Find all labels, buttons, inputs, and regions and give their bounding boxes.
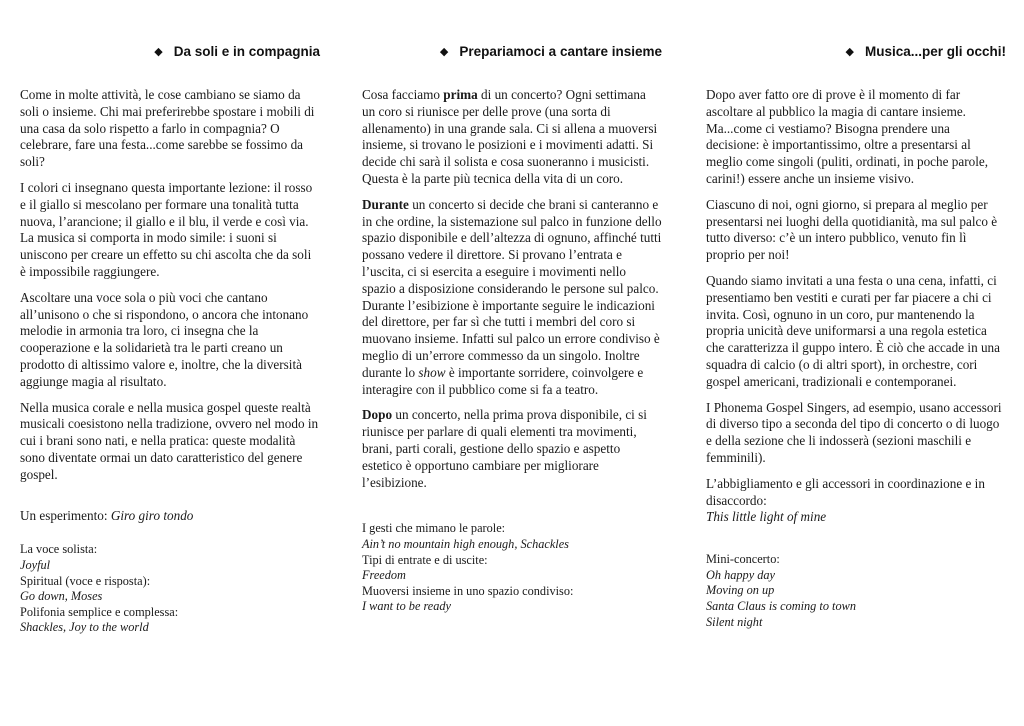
list-song: Ain’t no mountain high enough, Schackles	[362, 536, 569, 551]
column-prepariamoci	[362, 44, 662, 615]
text: Cosa facciamo	[362, 87, 444, 102]
diamond-bullet-icon: ◆	[154, 46, 163, 58]
paragraph	[362, 87, 662, 188]
emphasis: Dopo	[362, 407, 393, 423]
paragraph: Nella musica corale e nella musica gospel queste realtà musicali coesistono nella tradizione, ovvero nel modo in cui i brani sono nati, e nella pratica: queste modalità sono diventate ormai un dato caratteristico del genere gospel.	[20, 399, 319, 482]
list-song: Silent night	[706, 614, 763, 629]
heading-text: Musica...per gli occhi!	[864, 44, 1006, 59]
text: di un concerto? Ogni settimana un coro si riunisce per delle prove (una sorta di allenamento) in una grande sala. Ci si allena a muoversi insieme, si trovano le posizioni e i movimenti adatti. Si decide chi sarà il solista e cosa suoneranno i musicisti. Questa è la parte più tecnica della vita di un coro.	[362, 87, 658, 186]
list-song: Oh happy day	[706, 567, 775, 582]
column-da-soli	[20, 44, 320, 636]
diamond-bullet-icon: ◆	[439, 46, 449, 58]
list-song: Santa Claus is coming to town	[706, 598, 856, 613]
heading-text: Prepariamoci a cantare insieme	[459, 44, 662, 59]
diamond-bullet-icon: ◆	[845, 46, 854, 58]
paragraph: Ciascuno di noi, ogni giorno, si prepara al meglio per presentarsi nei luoghi della quotidianità, ma sul palco è tutto diverso: c’è un intero pubblico, venuto fin lì proprio per noi!	[706, 196, 998, 263]
list-song: Go down, Moses	[20, 589, 103, 604]
emphasis: Durante	[362, 196, 409, 212]
list-label: Mini-concerto:	[706, 552, 780, 567]
list-song: I want to be ready	[362, 599, 452, 614]
paragraph: Come in molte attività, le cose cambiano se siamo da soli o insieme. Chi mai preferirebbe spostare i mobili di una casa da solo rispetto a farlo in compagnia? O celebrare, fare una festa...come sarebbe se fossimo da soli?	[20, 87, 315, 170]
list-label: Spiritual (voce e risposta):	[20, 573, 151, 588]
experiment-label: Un esperimento:	[20, 507, 111, 523]
list-song: Freedom	[362, 568, 406, 583]
paragraph: Dopo aver fatto ore di prove è il momento di far ascoltare al pubblico la magia di cantare insieme. Ma...come ci vestiamo? Bisogna prendere una decisione: è importantissimo, oltre a presentarsi al meglio come singoli (puliti, ordinati, in poche parole, carini!) essere anche un insieme visivo.	[706, 87, 989, 186]
emphasis-italic: show	[418, 364, 446, 380]
list-label: Polifonia semplice e complessa:	[20, 604, 179, 619]
song-list	[362, 521, 662, 615]
list-label: La voce solista:	[20, 542, 98, 557]
paragraph	[362, 407, 662, 491]
section-heading	[362, 44, 662, 59]
text: un concerto, nella prima prova disponibile, ci si riunisce per parlare di quali elementi tra movimenti, brani, parti corali, gestione dello spazio e aspetto estetico è opportuno cambiare per migliorare l’esibizione.	[362, 407, 647, 490]
emphasis: prima	[443, 87, 478, 102]
paragraph: Ascoltare una voce sola o più voci che cantano all’unisono o che si rispondono, o ancora che intonano melodie in armonia tra loro, ci insegna che la cooperazione e la solidarietà tra le parti creano un prodotto di altissimo valore e, inoltre, che la diversità aggiunge magia al risultato.	[20, 289, 309, 389]
song-list	[20, 542, 320, 636]
text: è importante sorridere, coinvolgere e interagire con il pubblico come si fa a teatro.	[362, 364, 644, 397]
column-musica-occhi	[706, 44, 1006, 630]
paragraph: I Phonema Gospel Singers, ad esempio, usano accessori di diverso tipo a seconda del tipo di concerto o di luogo e della sezione che li indosserà (sezioni maschili e femminili).	[706, 399, 1002, 465]
list-song: Joyful	[20, 557, 51, 572]
experiment-line	[20, 508, 320, 525]
list-label: Tipi di entrate e di uscite:	[362, 552, 488, 567]
list-song: Moving on up	[706, 583, 775, 598]
section-heading	[20, 44, 320, 59]
list-song: Shackles, Joy to the world	[20, 620, 149, 635]
paragraph	[706, 476, 1006, 526]
text: L’abbigliamento e gli accessori in coordinazione e in disaccordo:	[706, 475, 985, 508]
text: un concerto si decide che brani si canteranno e in che ordine, la sistemazione sul palco in funzione dello spazio disponibile e dell’altezza di ognuno, affinché tutti possano vedere il direttore. Si provano l’entrata e l’uscita, ci si esercita a eseguire i movimenti nello spazio a disposizione considerando le persone sul palco. Durante l’esibizione è importante seguire le indicazioni del direttore, per far sì che tutti i membri del coro si muovano insieme. Infatti sul palco un errore condiviso è meglio di un’errore commesso da un singolo. Inoltre durante lo	[362, 196, 662, 380]
list-label: Muoversi insieme in uno spazio condiviso:	[362, 583, 574, 598]
mini-concert-list	[706, 552, 1006, 630]
paragraph: I colori ci insegnano questa importante lezione: il rosso e il giallo si mescolano per formare una tonalità tutta nuova, l’arancione; il giallo e il blu, il verde e così via. La musica si comporta in modo simile: i suoni si uniscono per creare un effetto su chi ascolta che da soli è impossibile raggiungere.	[20, 179, 313, 279]
list-label: I gesti che mimano le parole:	[362, 521, 506, 536]
experiment-title: Giro giro tondo	[110, 507, 194, 523]
heading-text: Da soli e in compagnia	[173, 44, 320, 59]
paragraph: Quando siamo invitati a una festa o una cena, infatti, ci presentiamo ben vestiti e curati per far piacere a chi ci invita. Così, ognuno in un coro, pur mantenendo la propria unicità deve uniformarsi a una regola estetica che caratterizza il guppo intero. È ciò che accade in una squadra di calcio (o di altri sport), in orchestre, cori gospel americani, tradizionali e contemporanei.	[706, 272, 1000, 389]
paragraph	[362, 197, 662, 399]
list-song: This little light of mine	[706, 509, 827, 525]
section-heading	[706, 44, 1006, 59]
